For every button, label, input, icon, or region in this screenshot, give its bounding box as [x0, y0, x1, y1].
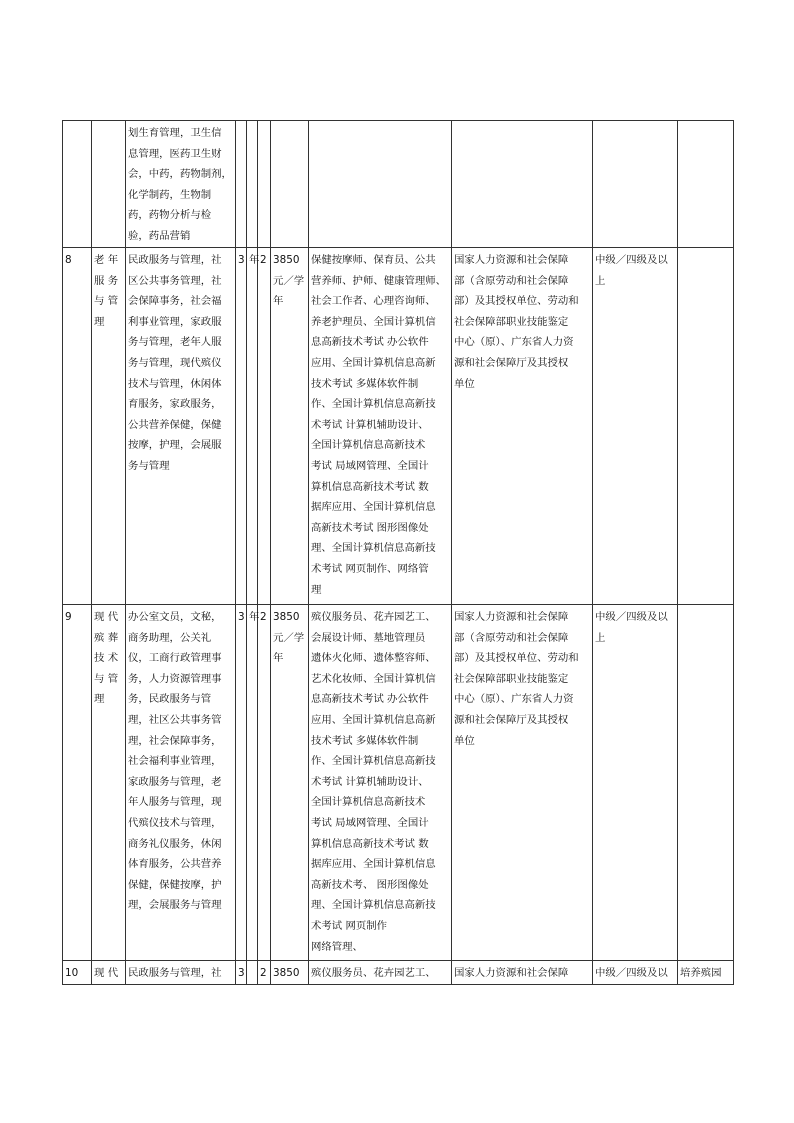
study-unit-line: 年 — [249, 611, 260, 623]
major-name-line: 技 术 — [94, 652, 119, 665]
certificate-names-line: 全国计算机信息高新技术 — [311, 439, 426, 452]
tuition-fee — [271, 248, 309, 605]
certificate-level-line: 中级／四级及以 — [595, 254, 668, 266]
main-courses-line: 公共营养保健，保健 — [128, 418, 222, 431]
major-name-line: 现 代 — [94, 611, 119, 623]
certificate-names-line: 息高新技术考试 办公软件 — [311, 336, 429, 349]
remarks — [678, 121, 734, 248]
certificate-names-line: 术考试 计算机辅助设计、 — [311, 418, 429, 431]
main-courses-line: 办公室文员，文秘， — [128, 611, 222, 623]
certificate-names-line: 保健按摩师、保育员、公共 — [311, 254, 436, 266]
main-courses — [126, 605, 236, 961]
certificate-names-line: 理、全国计算机信息高新技 — [311, 899, 436, 912]
certificate-level — [593, 605, 678, 961]
certificate-names-line: 据库应用、全国计算机信息 — [311, 501, 436, 514]
certificate-names-line: 养老护理员、全国计算机信 — [311, 315, 436, 328]
certificate-names-line: 技术考试 多媒体软件制 — [311, 734, 419, 747]
certificate-names-line: 术考试 网页制作、网络管 — [311, 562, 429, 575]
main-courses-line: 社会福利事业管理， — [128, 755, 222, 768]
major-name — [92, 121, 126, 248]
study-unit — [247, 605, 258, 961]
row-number — [63, 121, 92, 248]
certificate-names-line: 息高新技术考试 办公软件 — [311, 693, 429, 706]
major-name-line: 殡 葬 — [94, 631, 119, 644]
tuition-fee-line: 元／学 — [273, 631, 305, 644]
certificate-names-line: 考试 局域网管理、全国计 — [311, 459, 429, 472]
issuing-authority-line: 社会保障部职业技能鉴定 — [454, 315, 569, 328]
main-courses-line: 家政服务与管理，老 — [128, 775, 222, 788]
main-courses-line: 会，中药，药物制剂， — [128, 168, 232, 181]
issuing-authority — [452, 605, 593, 961]
issuing-authority-line: 社会保障部职业技能鉴定 — [454, 672, 569, 685]
certificate-names — [309, 121, 452, 248]
issuing-authority-line: 中心（原）、广东省人力资 — [454, 336, 574, 349]
main-courses-line: 息管理，医药卫生财 — [128, 147, 222, 160]
major-name-line: 与 管 — [94, 295, 119, 308]
main-courses-line: 务与管理，老年人服 — [128, 336, 222, 349]
row-number: 9 — [63, 605, 92, 961]
study-years-line: 3 — [238, 967, 245, 979]
table-row — [63, 121, 734, 248]
remarks — [678, 961, 734, 985]
main-courses-line: 技术与管理，休闲体 — [128, 377, 222, 390]
tuition-fee — [271, 121, 309, 248]
main-courses-line: 民政服务与管理，社 — [128, 967, 222, 979]
main-courses-line: 药，药物分析与检 — [128, 209, 212, 222]
main-courses — [126, 121, 236, 248]
major-name-line: 现 代 — [94, 967, 119, 979]
certificate-names-line: 高新技术考试 图形图像处 — [311, 521, 429, 534]
main-courses-line: 理，社会保障事务， — [128, 734, 222, 747]
tuition-fee-line: 3850 — [273, 967, 300, 979]
certificate-names-line: 营养师、护师、健康管理师、 — [311, 274, 447, 287]
main-courses-line: 务，民政服务与管 — [128, 693, 212, 706]
main-courses-line: 年人服务与管理，现 — [128, 796, 222, 809]
certificate-level-line: 中级／四级及以 — [595, 611, 668, 623]
main-courses-line: 利事业管理，家政服 — [128, 315, 222, 328]
certificate-level — [593, 121, 678, 248]
main-courses-line: 仪，工商行政管理事 — [128, 652, 222, 665]
certificate-level — [593, 961, 678, 985]
major-name-line: 老 年 — [94, 254, 119, 266]
main-courses-line: 会保障事务，社会福 — [128, 295, 222, 308]
certificate-names-line: 算机信息高新技术考试 数 — [311, 480, 429, 493]
certificate-names — [309, 605, 452, 961]
certificate-names — [309, 961, 452, 985]
study-unit-line: 年 — [249, 254, 260, 266]
tuition-fee-line: 元／学 — [273, 274, 305, 287]
table-row — [63, 961, 734, 985]
certificate-names-line: 术考试 计算机辅助设计、 — [311, 775, 429, 788]
certificate-names-line: 考试 局域网管理、全国计 — [311, 816, 429, 829]
tuition-fee — [271, 961, 309, 985]
table-row — [63, 605, 734, 961]
certificate-names-line: 据库应用、全国计算机信息 — [311, 858, 436, 871]
main-courses-line: 商务礼仪服务，休闲 — [128, 837, 222, 850]
certificate-names-line: 殡仪服务员、花卉园艺工、 — [311, 967, 436, 979]
study-years-line: 3 — [238, 611, 245, 623]
main-courses-line: 按摩，护理，会展服 — [128, 439, 222, 452]
major-name-line: 理 — [94, 315, 105, 328]
certificate-names — [309, 248, 452, 605]
certificate-names-line: 艺术化妆师、全国计算机信 — [311, 672, 436, 685]
main-courses-line: 化学制药，生物制 — [128, 188, 212, 201]
certificate-names-line: 应用、全国计算机信息高新 — [311, 356, 436, 369]
main-courses-line: 务，人力资源管理事 — [128, 672, 222, 685]
issuing-authority-line: 部）及其授权单位、劳动和 — [454, 295, 579, 308]
study-years-line: 3 — [238, 254, 245, 266]
certificate-names-line: 理、全国计算机信息高新技 — [311, 542, 436, 555]
issuing-authority — [452, 121, 593, 248]
certificate-names-line: 理 — [311, 583, 322, 596]
tuition-fee-line: 年 — [273, 295, 284, 308]
table-row — [63, 248, 734, 605]
main-courses-line: 务与管理，现代殡仪 — [128, 356, 222, 369]
certificate-names-line: 作、全国计算机信息高新技 — [311, 398, 436, 411]
main-courses — [126, 961, 236, 985]
study-unit — [247, 121, 258, 248]
row-number: 10 — [63, 961, 92, 985]
issuing-authority — [452, 248, 593, 605]
certificate-level-line: 上 — [595, 274, 606, 287]
certificate-names-line: 作、全国计算机信息高新技 — [311, 755, 436, 768]
certificate-names-line: 网络管理、 — [311, 940, 363, 953]
credit-column: 2 — [258, 961, 271, 985]
certificate-names-line: 高新技术考、 图形图像处 — [311, 878, 429, 891]
main-courses-line: 商务助理，公关礼 — [128, 631, 212, 644]
remarks — [678, 605, 734, 961]
certificate-names-line: 会展设计师、墓地管理员 — [311, 631, 426, 644]
main-courses-line: 验，药品营销 — [128, 229, 191, 242]
main-courses-line: 理，会展服务与管理 — [128, 899, 222, 912]
study-years — [236, 248, 247, 605]
main-courses-line: 划生育管理，卫生信 — [128, 127, 222, 139]
certificate-level-line: 中级／四级及以 — [595, 967, 668, 979]
certificate-names-line: 遗体火化师、遗体整容师、 — [311, 652, 436, 665]
issuing-authority-line: 源和社会保障厅及其授权 — [454, 356, 569, 369]
certificate-names-line: 术考试 网页制作 — [311, 919, 388, 932]
main-courses-line: 保健，保健按摩，护 — [128, 878, 222, 891]
major-name-line: 服 务 — [94, 274, 119, 287]
major-name — [92, 248, 126, 605]
main-courses — [126, 248, 236, 605]
certificate-level — [593, 248, 678, 605]
main-courses-line: 理，社区公共事务管 — [128, 713, 222, 726]
tuition-fee — [271, 605, 309, 961]
major-name — [92, 961, 126, 985]
issuing-authority — [452, 961, 593, 985]
issuing-authority-line: 单位 — [454, 734, 475, 747]
certificate-names-line: 全国计算机信息高新技术 — [311, 796, 426, 809]
certificate-names-line: 算机信息高新技术考试 数 — [311, 837, 429, 850]
major-table — [62, 120, 734, 985]
main-courses-line: 育服务，家政服务， — [128, 398, 222, 411]
certificate-names-line: 技术考试 多媒体软件制 — [311, 377, 419, 390]
certificate-names-line: 应用、全国计算机信息高新 — [311, 713, 436, 726]
issuing-authority-line: 国家人力资源和社会保障 — [454, 254, 569, 266]
issuing-authority-line: 部（含原劳动和社会保障 — [454, 274, 569, 287]
study-years — [236, 961, 247, 985]
remarks-line: 培养殡园 — [680, 967, 722, 979]
remarks — [678, 248, 734, 605]
study-unit — [247, 961, 258, 985]
study-years — [236, 605, 247, 961]
issuing-authority-line: 部）及其授权单位、劳动和 — [454, 652, 579, 665]
tuition-fee-line: 3850 — [273, 254, 300, 266]
major-name-line: 理 — [94, 693, 105, 706]
issuing-authority-line: 国家人力资源和社会保障 — [454, 611, 569, 623]
major-name — [92, 605, 126, 961]
main-courses-line: 民政服务与管理，社 — [128, 254, 222, 266]
certificate-level-line: 上 — [595, 631, 606, 644]
major-name-line: 与 管 — [94, 672, 119, 685]
certificate-names-line: 殡仪服务员、花卉园艺工、 — [311, 611, 436, 623]
main-courses-line: 务与管理 — [128, 459, 170, 472]
issuing-authority-line: 国家人力资源和社会保障 — [454, 967, 569, 979]
certificate-names-line: 社会工作者、心理咨询师、 — [311, 295, 436, 308]
main-courses-line: 区公共事务管理，社 — [128, 274, 222, 287]
issuing-authority-line: 源和社会保障厅及其授权 — [454, 713, 569, 726]
row-number: 8 — [63, 248, 92, 605]
credit-column — [258, 121, 271, 248]
main-courses-line: 代殡仪技术与管理， — [128, 816, 222, 829]
credit-column: 2 — [258, 605, 271, 961]
main-courses-line: 体育服务，公共营养 — [128, 858, 222, 871]
tuition-fee-line: 3850 — [273, 611, 300, 623]
tuition-fee-line: 年 — [273, 652, 284, 665]
issuing-authority-line: 中心（原）、广东省人力资 — [454, 693, 574, 706]
study-years — [236, 121, 247, 248]
study-unit — [247, 248, 258, 605]
issuing-authority-line: 部（含原劳动和社会保障 — [454, 631, 569, 644]
issuing-authority-line: 单位 — [454, 377, 475, 390]
credit-column: 2 — [258, 248, 271, 605]
